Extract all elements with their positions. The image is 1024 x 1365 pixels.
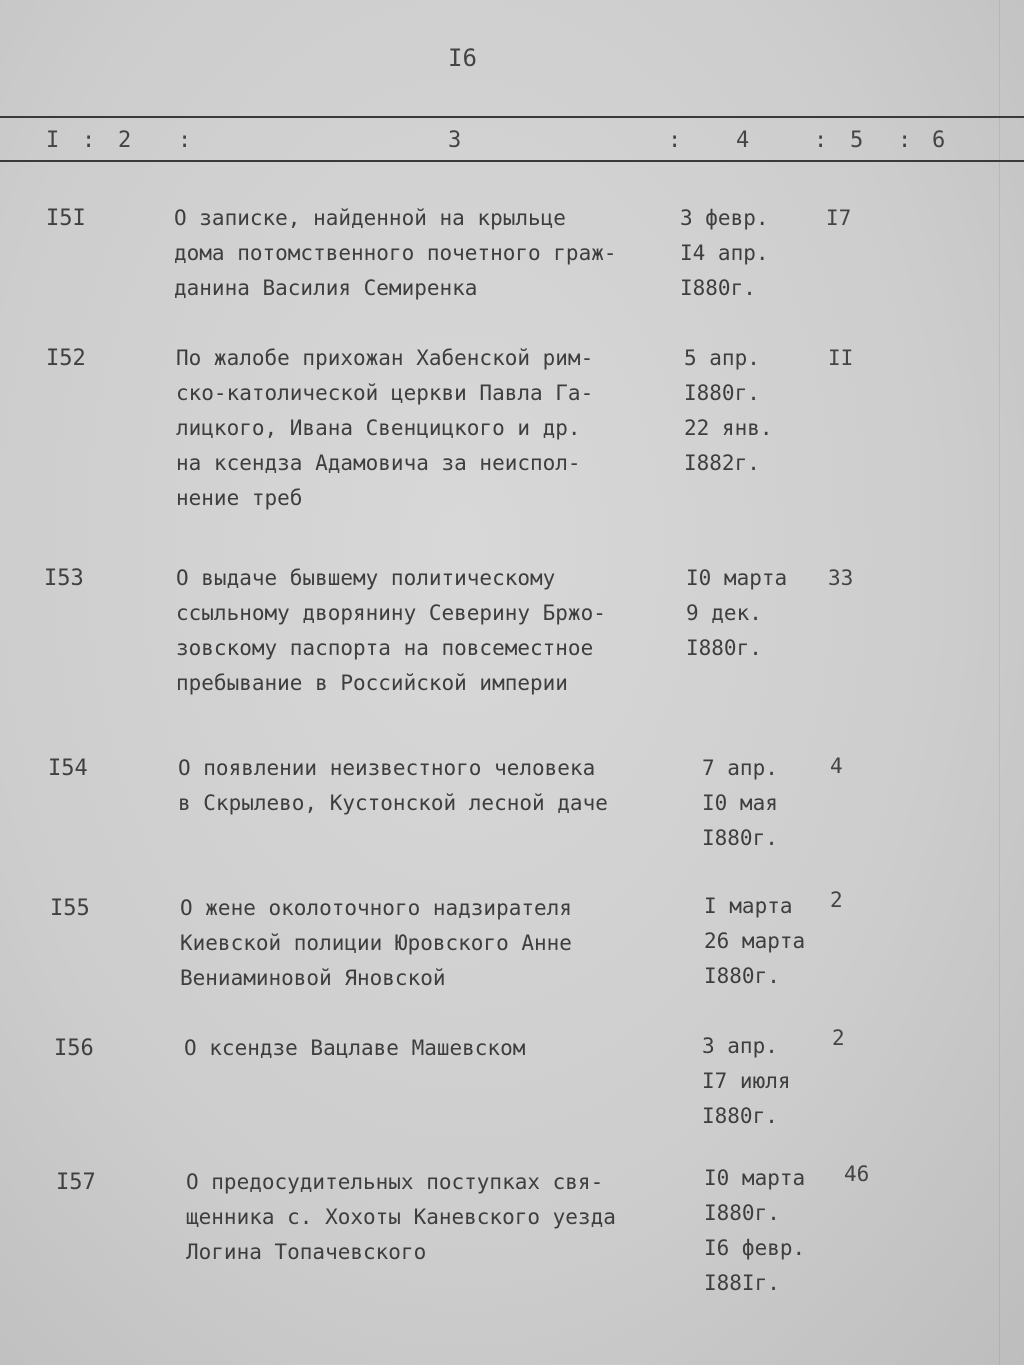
entry-dates <box>702 751 778 856</box>
header-sep-4: : <box>814 128 828 153</box>
entry-description <box>178 751 608 821</box>
entry-sheets: 46 <box>844 1162 870 1186</box>
date-line: 3 апр. <box>702 1034 778 1058</box>
entry-number: I57 <box>56 1170 96 1195</box>
entry-description <box>184 1031 525 1066</box>
desc-line: Киевской полиции Юровского Анне <box>180 931 572 955</box>
date-line: I88Iг. <box>704 1271 780 1295</box>
page-number: I6 <box>448 44 477 72</box>
header-top-rule <box>0 116 1024 118</box>
entry-number: I53 <box>44 566 84 591</box>
date-line: 3 февр. <box>680 206 769 230</box>
desc-line: ссыльному дворянину Северину Бржо- <box>176 601 606 625</box>
desc-line: в Скрылево, Кустонской лесной даче <box>178 791 608 815</box>
date-line: I880г. <box>704 1201 780 1225</box>
desc-line: данина Василия Семиренка <box>174 276 478 300</box>
entry-dates <box>704 889 805 994</box>
entry-sheets: 33 <box>828 566 854 590</box>
desc-line: О жене околоточного надзирателя <box>180 896 572 920</box>
date-line: I марта <box>704 894 793 918</box>
desc-line: нение треб <box>176 486 303 510</box>
entry-sheets: I7 <box>826 206 852 230</box>
header-col-4: 4 <box>736 128 750 153</box>
date-line: I880г. <box>702 1104 778 1128</box>
desc-line: О записке, найденной на крыльце <box>174 206 566 230</box>
entry-dates <box>702 1029 791 1134</box>
desc-line: Вениаминовой Яновской <box>180 966 446 990</box>
desc-line: пребывание в Российской империи <box>176 671 568 695</box>
entry-sheets: 2 <box>830 888 843 912</box>
entry-sheets: II <box>828 346 854 370</box>
desc-line: По жалобе прихожан Хабенской рим- <box>176 346 594 370</box>
entry-number: I52 <box>46 346 86 371</box>
desc-line: зовскому паспорта на повсеместное <box>176 636 594 660</box>
date-line: 9 дек. <box>686 601 762 625</box>
date-line: I880г. <box>680 276 756 300</box>
date-line: I4 апр. <box>680 241 769 265</box>
header-sep-1: : <box>82 128 96 153</box>
header-sep-2: : <box>178 128 192 153</box>
entry-description <box>180 891 572 996</box>
date-line: I880г. <box>686 636 762 660</box>
entry-number: I5I <box>46 206 86 231</box>
date-line: I880г. <box>702 826 778 850</box>
desc-line: О появлении неизвестного человека <box>178 756 596 780</box>
desc-line: лицкого, Ивана Свенцицкого и др. <box>176 416 581 440</box>
date-line: 22 янв. <box>684 416 773 440</box>
desc-line: О выдаче бывшему политическому <box>176 566 556 590</box>
date-line: 26 марта <box>704 929 806 953</box>
desc-line: на ксендза Адамовича за неиспол- <box>176 451 581 475</box>
entry-number: I55 <box>50 896 90 921</box>
entry-sheets: 4 <box>830 754 843 778</box>
header-col-6: 6 <box>932 128 946 153</box>
header-col-5: 5 <box>850 128 864 153</box>
date-line: I7 июля <box>702 1069 791 1093</box>
entry-number: I54 <box>48 756 88 781</box>
page-edge <box>999 0 1000 1365</box>
entry-sheets: 2 <box>832 1026 845 1050</box>
date-line: 5 апр. <box>684 346 760 370</box>
date-line: I6 февр. <box>704 1236 806 1260</box>
entry-description <box>176 561 606 701</box>
header-bottom-rule <box>0 160 1024 162</box>
date-line: I880г. <box>684 381 760 405</box>
desc-line: О ксендзе Вацлаве Машевском <box>184 1036 526 1060</box>
date-line: I882г. <box>684 451 760 475</box>
entry-dates <box>684 341 773 481</box>
entry-description <box>176 341 593 516</box>
header-col-2: 2 <box>118 128 132 153</box>
entry-dates <box>686 561 787 666</box>
desc-line: дома потомственного почетного граж- <box>174 241 617 265</box>
desc-line: Логина Топачевского <box>186 1240 427 1264</box>
entry-number: I56 <box>54 1036 94 1061</box>
desc-line: ско-католической церкви Павла Га- <box>176 381 594 405</box>
desc-line: щенника с. Хохоты Каневского уезда <box>186 1205 616 1229</box>
date-line: I0 марта <box>704 1166 806 1190</box>
date-line: I880г. <box>704 964 780 988</box>
entry-dates <box>704 1161 805 1301</box>
header-sep-5: : <box>898 128 912 153</box>
date-line: I0 марта <box>686 566 788 590</box>
entry-description <box>174 201 617 306</box>
header-col-1: I <box>46 128 60 153</box>
header-col-3: 3 <box>448 128 462 153</box>
entry-description <box>186 1165 616 1270</box>
date-line: I0 мая <box>702 791 778 815</box>
desc-line: О предосудительных поступках свя- <box>186 1170 604 1194</box>
entry-dates <box>680 201 769 306</box>
date-line: 7 апр. <box>702 756 778 780</box>
header-sep-3: : <box>668 128 682 153</box>
